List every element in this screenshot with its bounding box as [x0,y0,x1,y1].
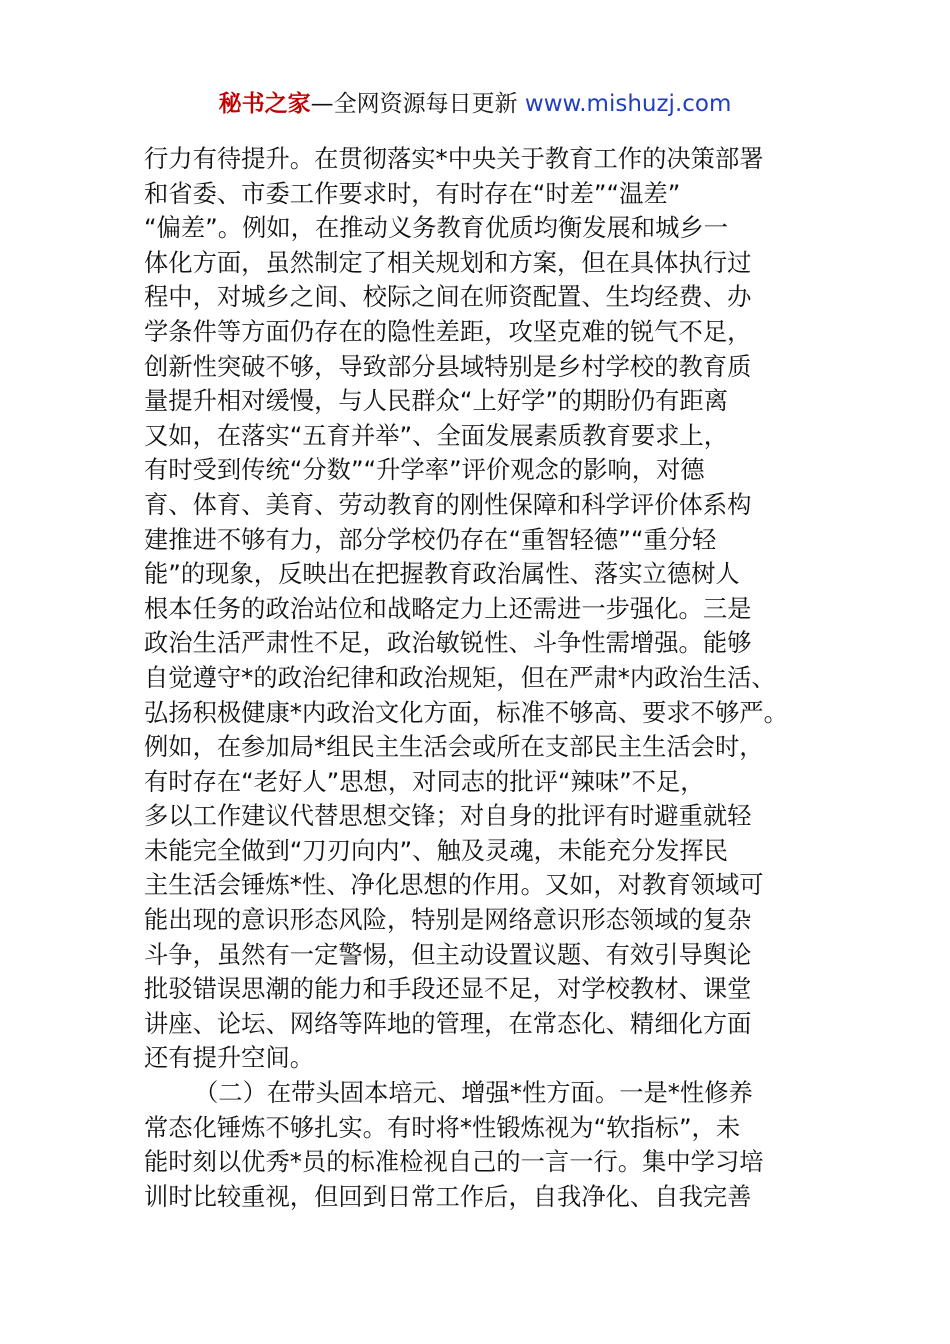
text-line: 育、体育、美育、劳动教育的刚性保障和科学评价体系构 [144,489,752,519]
text-line: 常态化锤炼不够扎实。有时将*性锻炼视为“软指标”，未 [144,1112,741,1142]
text-line: 讲座、论坛、网络等阵地的管理，在常态化、精细化方面 [144,1008,752,1038]
text-line: 能时刻以优秀*员的标准检视自己的一言一行。集中学习培 [144,1147,764,1177]
text-line: 学条件等方面仍存在的隐性差距，攻坚克难的锐气不足， [144,316,752,346]
text-line: 多以工作建议代替思想交锋；对自身的批评有时避重就轻 [144,801,752,831]
text-line: 政治生活严肃性不足，政治敏锐性、斗争性需增强。能够 [144,628,752,658]
text-line: 能出现的意识形态风险，特别是网络意识形态领域的复杂 [144,905,752,935]
text-line: 有时存在“老好人”思想，对同志的批评“辣味”不足， [144,766,705,796]
page-header [0,88,950,120]
text-line: 行力有待提升。在贯彻落实*中央关于教育工作的决策部署 [144,144,764,173]
text-line: 例如，在参加局*组民主生活会或所在支部民主生活会时， [144,732,764,762]
text-line: 未能完全做到“刀刃向内”、触及灵魂，未能充分发挥民 [144,835,729,865]
text-line: 体化方面，虽然制定了相关规划和方案，但在具体执行过 [144,247,752,277]
text-line: 和省委、市委工作要求时，有时存在“时差”“温差” [144,178,681,208]
text-line: 还有提升空间。 [144,1043,315,1073]
text-line: “偏差”。例如，在推动义务教育优质均衡发展和城乡一 [144,213,729,243]
text-line: 自觉遵守*的政治纪律和政治规矩，但在严肃*内政治生活、 [144,662,776,692]
text-line: 程中，对城乡之间、校际之间在师资配置、生均经费、办 [144,282,752,312]
text-line: 创新性突破不够，导致部分县域特别是乡村学校的教育质 [144,351,752,381]
text-line: 量提升相对缓慢，与人民群众“上好学”的期盼仍有距离 [144,386,729,416]
text-line: 弘扬积极健康*内政治文化方面，标准不够高、要求不够严。 [144,697,788,727]
text-line: 训时比较重视，但回到日常工作后，自我净化、自我完善 [144,1181,752,1211]
section-heading-line: （二）在带头固本培元、增强*性方面。一是*性修养 [194,1078,753,1108]
text-line: 斗争，虽然有一定警惕，但主动设置议题、有效引导舆论 [144,939,752,969]
text-line: 批驳错误思潮的能力和手段还显不足，对学校教材、课堂 [144,974,752,1004]
text-line: 根本任务的政治站位和战略定力上还需进一步强化。三是 [144,593,752,623]
brand-name: 秘书之家 [218,91,311,117]
text-line: 建推进不够有力，部分学校仍存在“重智轻德”“重分轻 [144,524,717,554]
text-line: 又如，在落实“五育并举”、全面发展素质教育要求上， [144,420,729,450]
text-line: 有时受到传统“分数”“升学率”评价观念的影响，对德 [144,455,705,485]
header-tagline: —全网资源每日更新 [310,91,525,117]
document-body [144,142,824,1214]
text-line: 主生活会锤炼*性、净化思想的作用。又如，对教育领域可 [144,870,764,900]
text-line: 能”的现象，反映出在把握教育政治属性、落实立德树人 [144,559,740,589]
website-link[interactable]: www.mishuzj.com [524,91,732,117]
